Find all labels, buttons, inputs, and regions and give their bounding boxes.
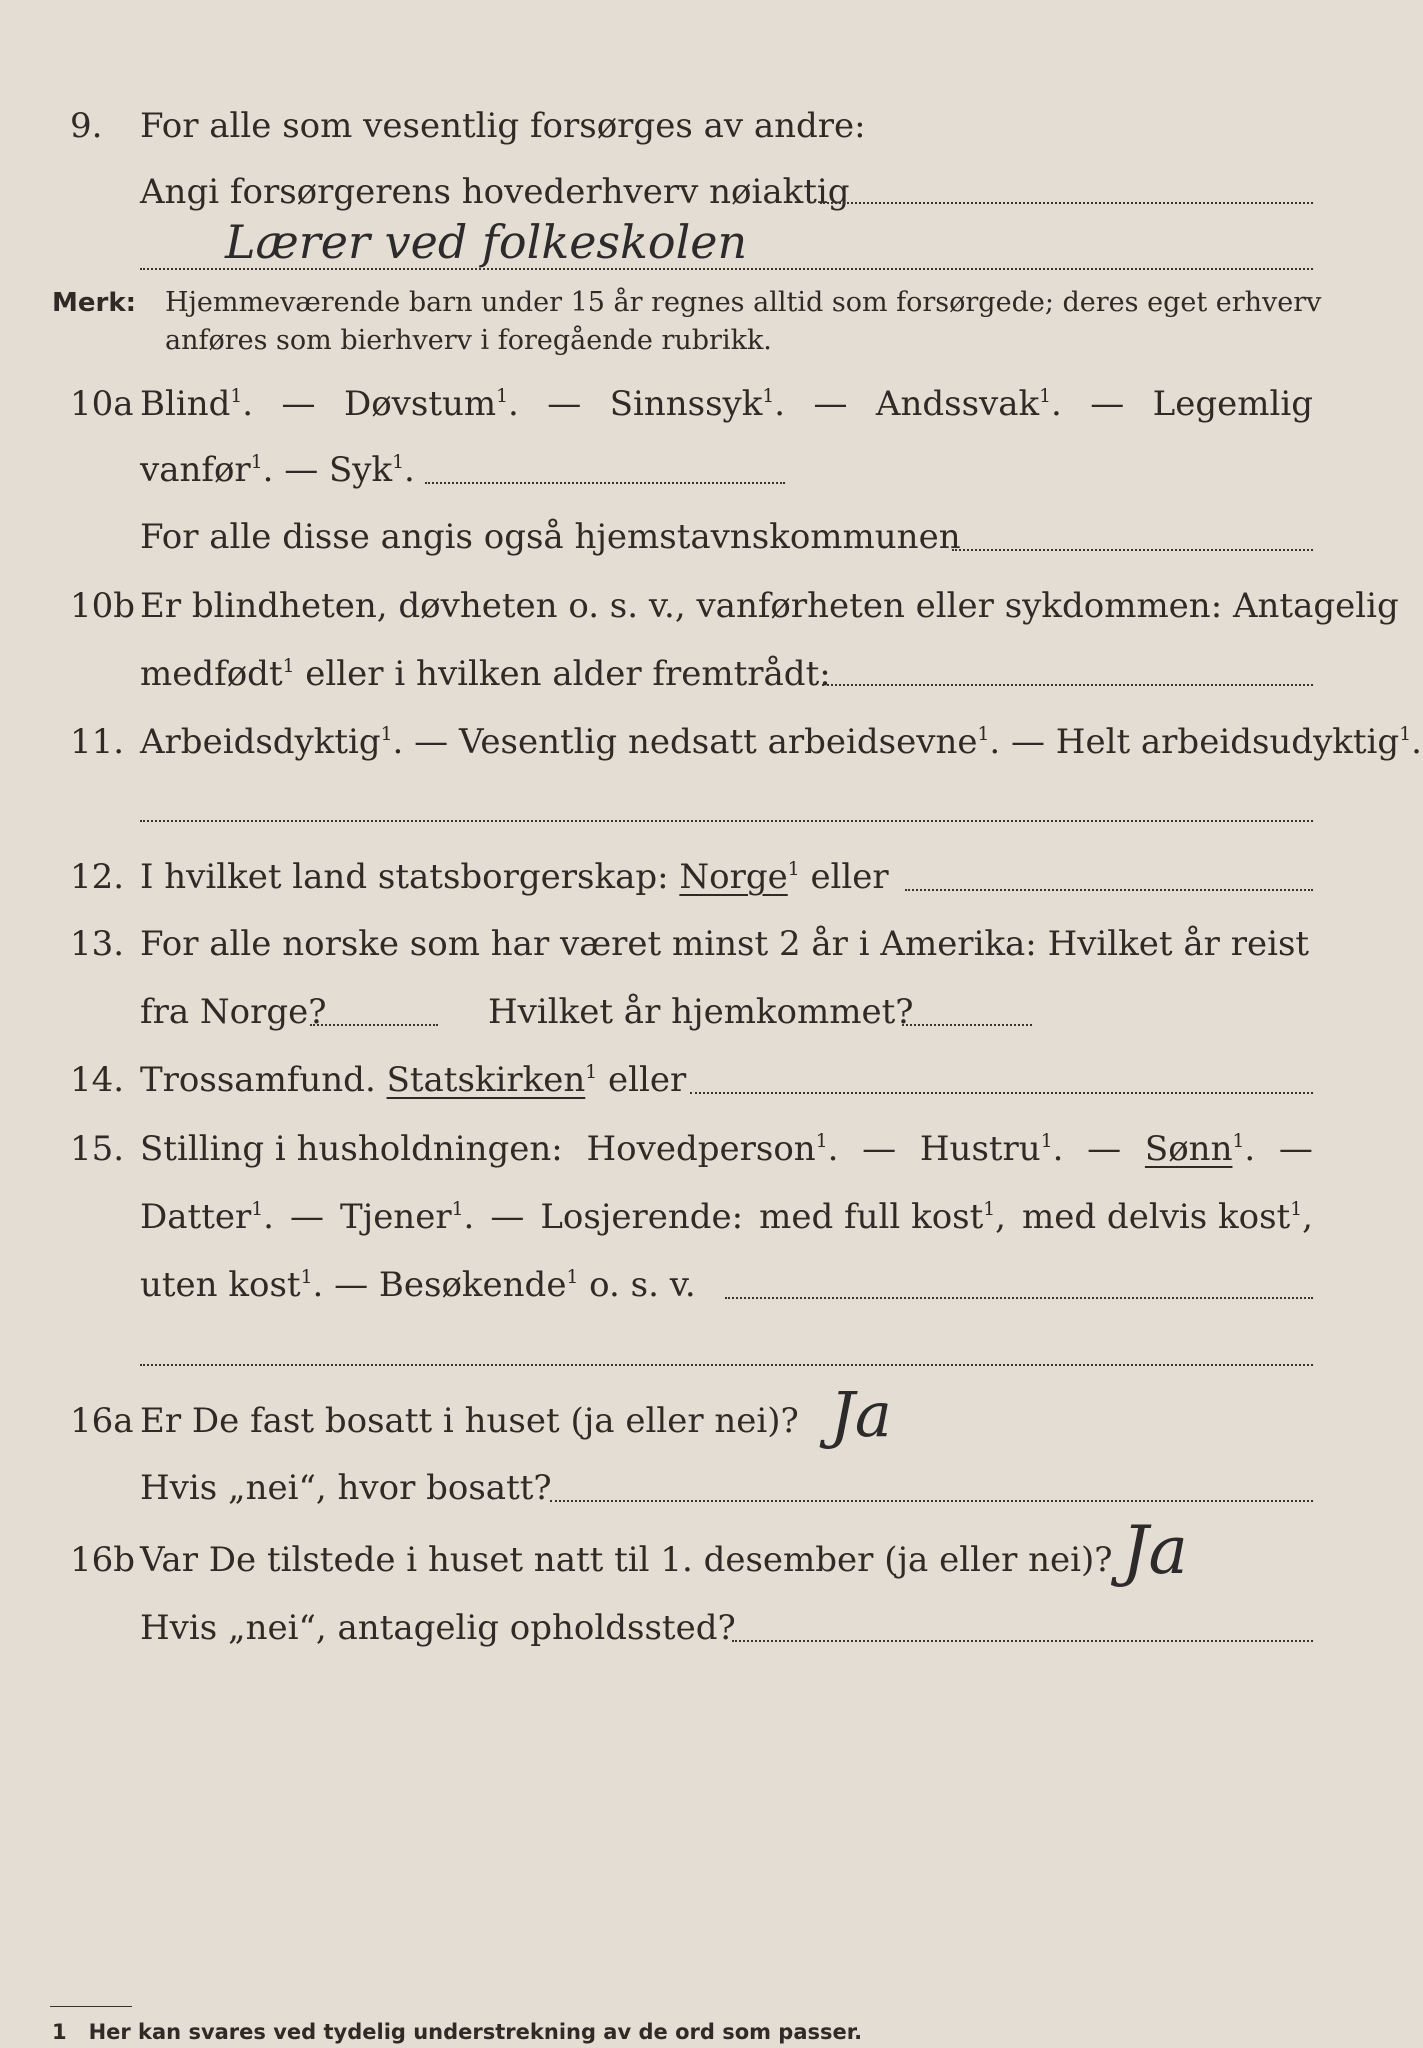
q11-number: 11.: [70, 722, 125, 762]
q9-answer-line-2: [140, 268, 1313, 270]
q13-fra: fra Norge?: [140, 992, 327, 1032]
merk-line1: Hjemmeværende barn under 15 år regnes alltid som forsørgede; deres eget erhverv: [165, 287, 1322, 318]
q12-line: I hvilket land statsborgerskap: Norge$^1$ eller: [140, 857, 889, 897]
q16a-answer-line: [550, 1500, 1313, 1502]
q12-number: 12.: [70, 857, 125, 897]
q9-line2: Angi forsørgerens hovederhverv nøiaktig: [140, 172, 850, 212]
opt-statskirken: Statskirken: [386, 1060, 586, 1100]
q14-line: Trossamfund. Statskirken$^1$ eller: [140, 1060, 687, 1100]
opt-udyktig: Helt arbeidsudyktig: [1055, 722, 1400, 762]
q15-answer-line-2: [140, 1364, 1313, 1366]
q10a-line1: Blind$^1$. — Døvstum$^1$. — Sinnssyk$^1$. — Andssvak$^1$. — Legemlig: [140, 384, 1313, 424]
q10b-answer-line: [822, 684, 1313, 686]
q10b-line1: Er blindheten, døvheten o. s. v., vanførheten eller sykdommen: Antagelig: [140, 586, 1399, 626]
opt-andssvak: Andssvak$^1$.: [875, 384, 1062, 424]
q13-number: 13.: [70, 924, 125, 964]
q16b-number: 16b: [70, 1540, 136, 1580]
opt-tjener: Tjener$^1$.: [339, 1197, 475, 1237]
q15-line3: uten kost$^1$. — Besøkende$^1$ o. s. v.: [140, 1265, 696, 1305]
q10a-syk-line: [425, 482, 785, 484]
q10a-kommune-line: [952, 549, 1313, 551]
q12-answer-line: [905, 889, 1313, 891]
q16a-handwritten-answer: Ja: [830, 1378, 892, 1451]
opt-legemlig: Legemlig: [1152, 384, 1313, 424]
q9-handwritten-answer: Lærer ved folkeskolen: [225, 215, 748, 269]
opt-datter: Datter$^1$.: [140, 1197, 274, 1237]
q13-hjem-line: [902, 1024, 1032, 1026]
q16a-line2: Hvis „nei“, hvor bosatt?: [140, 1468, 552, 1508]
opt-dovstum: Døvstum$^1$.: [343, 384, 519, 424]
opt-sonn: Sønn$^1$.: [1144, 1129, 1256, 1169]
opt-norge: Norge: [679, 857, 788, 897]
q10a-number: 10a: [70, 384, 134, 424]
opt-nedsatt: Vesentlig nedsatt arbeidsevne: [458, 722, 978, 762]
q15-line2: Datter$^1$. — Tjener$^1$. — Losjerende: med full kost$^1$, med delvis kost$^1$,: [140, 1197, 1313, 1237]
q13-hjem: Hvilket år hjemkommet?: [488, 992, 914, 1032]
q15-line1: Stilling i husholdningen: Hovedperson$^1$. — Hustru$^1$. — Sønn$^1$. —: [140, 1129, 1313, 1169]
footnote: 1 Her kan svares ved tydelig understrekning av de ord som passer.: [52, 2020, 863, 2044]
q16b-line1: Var De tilstede i huset natt til 1. desember (ja eller nei)?: [140, 1540, 1113, 1580]
q9-line1: For alle som vesentlig forsørges av andre:: [140, 106, 866, 146]
q10b-number: 10b: [70, 586, 136, 626]
q13-fra-line: [310, 1024, 438, 1026]
q15-number: 15.: [70, 1129, 125, 1169]
q16b-line2: Hvis „nei“, antagelig opholdssted?: [140, 1608, 736, 1648]
q11-answer-line: [140, 820, 1313, 822]
opt-hovedperson: Hovedperson$^1$.: [586, 1129, 839, 1169]
q14-answer-line: [690, 1092, 1313, 1094]
opt-fullkost: med full kost$^1$,: [759, 1197, 1006, 1237]
q13-line1: For alle norske som har været minst 2 år i Amerika: Hvilket år reist: [140, 924, 1310, 964]
opt-besokende: Besøkende: [378, 1265, 567, 1305]
q9-number: 9.: [70, 106, 103, 146]
q11-line: Arbeidsdyktig$^1$. — Vesentlig nedsatt arbeidsevne$^1$. — Helt arbeidsudyktig$^1$.: [140, 722, 1422, 762]
opt-hustru: Hustru$^1$.: [919, 1129, 1064, 1169]
q15-answer-line: [725, 1297, 1313, 1299]
q16a-number: 16a: [70, 1401, 134, 1441]
footnote-rule: [50, 2006, 132, 2007]
q14-number: 14.: [70, 1060, 125, 1100]
opt-blind: Blind$^1$.: [140, 384, 254, 424]
opt-delviskost: med delvis kost$^1$,: [1022, 1197, 1313, 1237]
q16a-line1: Er De fast bosatt i huset (ja eller nei)?: [140, 1401, 799, 1441]
opt-sinnssyk: Sinnssyk$^1$.: [609, 384, 786, 424]
opt-utenkost: uten kost: [140, 1265, 301, 1305]
q10b-line2: medfødt$^1$ eller i hvilken alder fremtrådt:: [140, 654, 831, 694]
q9-answer-line: [820, 202, 1313, 204]
q10a-line2: vanfør$^1$. — Syk$^1$.: [140, 450, 415, 490]
opt-syk: Syk: [329, 450, 393, 490]
q10a-line3: For alle disse angis også hjemstavnskommunen: [140, 517, 961, 557]
q16b-answer-line: [732, 1640, 1313, 1642]
merk-line2: anføres som bierhverv i foregående rubrikk.: [165, 325, 772, 356]
merk-label: Merk:: [52, 288, 137, 318]
opt-arbeidsdyktig: Arbeidsdyktig: [140, 722, 381, 762]
opt-vanfor: vanfør: [140, 450, 251, 490]
q16b-handwritten-answer: Ja: [1122, 1512, 1188, 1589]
